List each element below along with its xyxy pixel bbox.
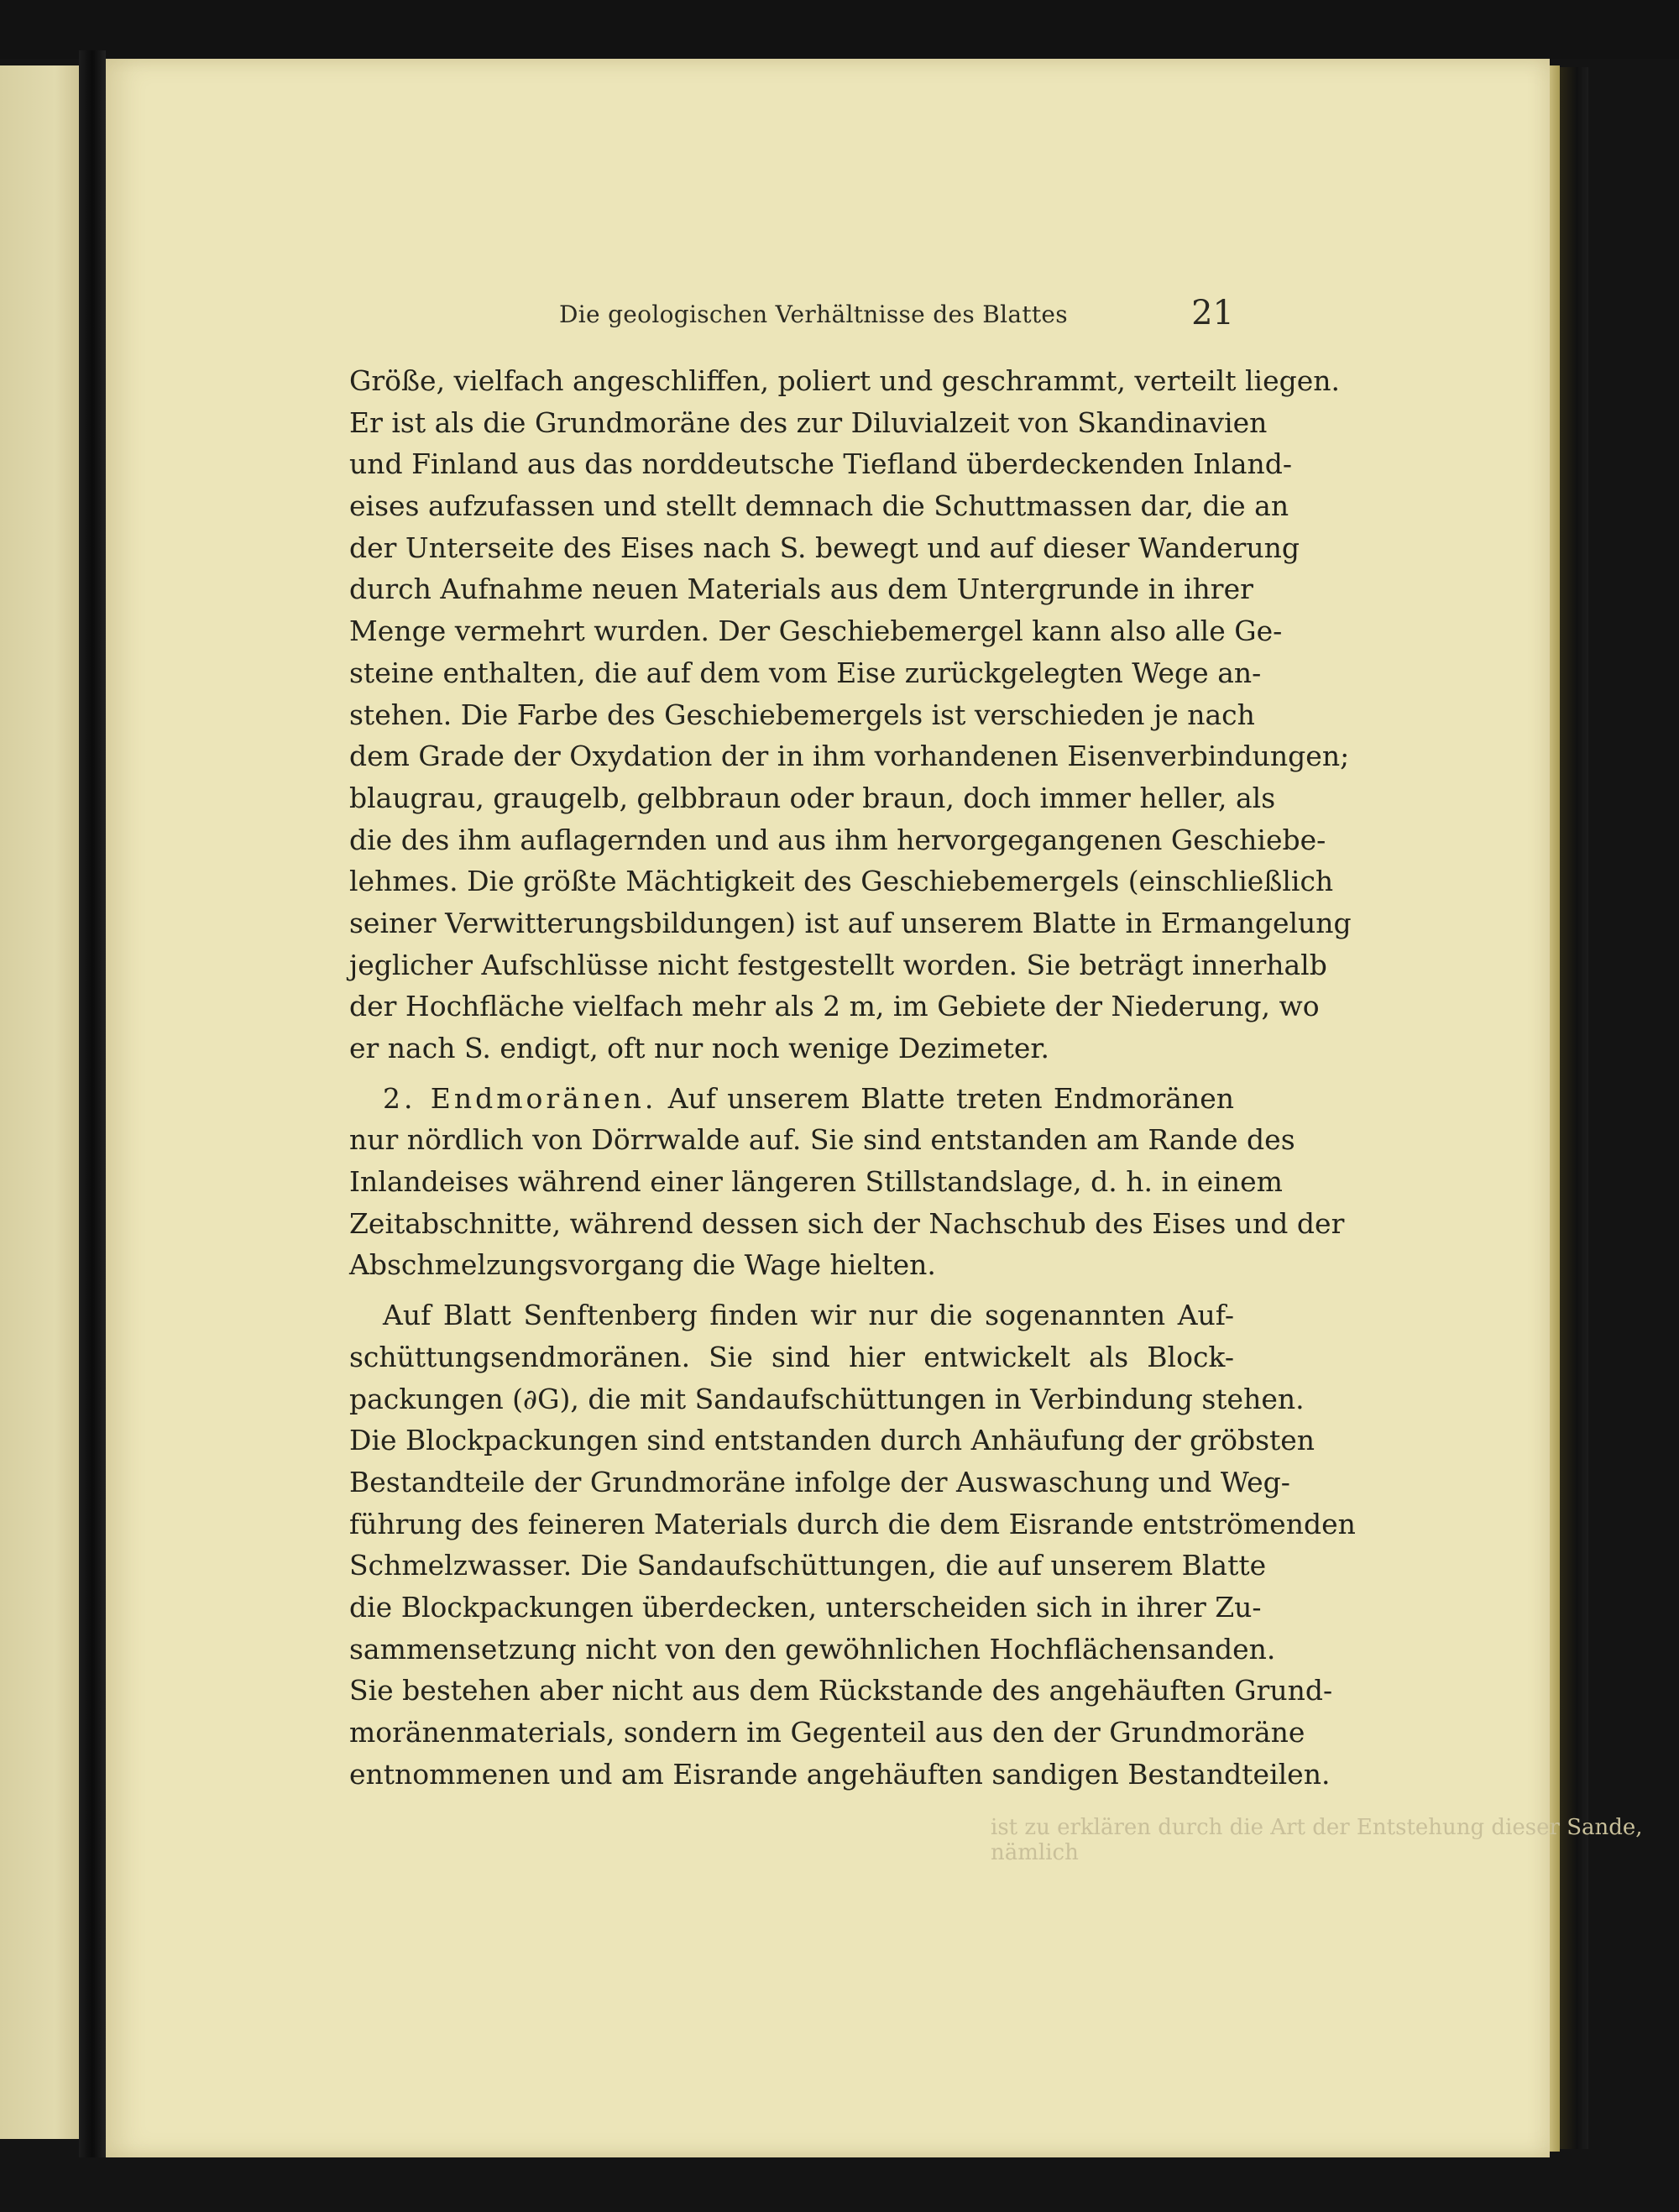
text-line: die Blockpackungen überdecken, unterscheiden sich in ihrer Zu- [349,1590,1262,1624]
text-span: Auf unserem Blatte treten Endmoränen [667,1081,1235,1115]
text-line: durch Aufnahme neuen Materials aus dem Untergrunde in ihrer [349,573,1253,606]
text-line: Sie bestehen aber nicht aus dem Rückstande des angehäuften Grund- [349,1674,1333,1707]
text-line: sammensetzung nicht von den gewöhnlichen Hochflächensanden. [349,1632,1276,1666]
text-line: führung des feineren Materials durch die dem Eisrande entströmenden [349,1507,1356,1540]
text-line: stehen. Die Farbe des Geschiebemergels ist verschieden je nach [349,698,1255,731]
text-line: Die Blockpackungen sind entstanden durch Anhäufung der gröbsten [349,1424,1315,1457]
show-through-text: ist zu erklären durch die Art der Entstehung dieser Sande, nämlich [991,1815,1643,1865]
text-line: entnommenen und am Eisrande angehäuften sandigen Bestandteilen. [349,1757,1331,1791]
text-line: Abschmelzungsvorgang die Wage hielten. [349,1248,936,1282]
paragraph-gap [349,1072,1234,1080]
text-line: Schmelzwasser. Die Sandaufschüttungen, die auf unserem Blatte [349,1549,1267,1582]
running-title: Die geologischen Verhältnisse des Blattes [559,301,1068,328]
text-line: Größe, vielfach angeschliffen, poliert und geschrammt, verteilt liegen. [349,364,1341,397]
scan-background-top [0,0,1679,59]
text-line: seiner Verwitterungsbildungen) ist auf unserem Blatte in Ermangelung [349,906,1352,939]
text-line: steine enthalten, die auf dem vom Eise zurückgelegten Wege an- [349,656,1262,689]
text-line: Er ist als die Grundmoräne des zur Diluvialzeit von Skandinavien [349,405,1268,439]
text-line: Inlandeises während einer längeren Stillstandslage, d. h. in einem [349,1165,1283,1199]
facing-page-edge [0,65,79,2139]
text-line: der Unterseite des Eises nach S. bewegt und auf dieser Wanderung [349,531,1300,564]
text-line: lehmes. Die größte Mächtigkeit des Geschiebemergels (einschließlich [349,865,1334,898]
paragraph-gap [349,1289,1234,1297]
text-line: schüttungsendmoränen. Sie sind hier entwickelt als Block- [349,1340,1234,1373]
text-line: Menge vermehrt wurden. Der Geschiebemergel kann also alle Ge- [349,614,1283,648]
text-line: Auf Blatt Senftenberg finden wir nur die sogenannten Auf- [383,1299,1234,1332]
text-line: nur nördlich von Dörrwalde auf. Sie sind entstanden am Rande des [349,1123,1295,1157]
text-line [349,1080,1234,1122]
running-header [349,294,1234,344]
text-line: blaugrau, graugelb, gelbbraun oder braun, doch immer heller, als [349,781,1276,814]
text-line: dem Grade der Oxydation der in ihm vorhandenen Eisenverbindungen; [349,740,1350,773]
text-line: die des ihm auflagernden und aus ihm hervorgegangenen Geschiebe- [349,823,1326,856]
text-line: er nach S. endigt, oft nur noch wenige Dezimeter. [349,1032,1050,1064]
text-line: packungen (∂G), die mit Sandaufschüttungen in Verbindung stehen. [349,1382,1305,1415]
book-gutter [79,50,106,2157]
text-line: eises aufzufassen und stellt demnach die Schuttmassen dar, die an [349,489,1289,523]
page-number: 21 [1191,294,1234,332]
text-line: der Hochfläche vielfach mehr als 2 m, im Gebiete der Niederung, wo [349,990,1320,1023]
section-heading: 2. Endmoränen. [383,1081,657,1115]
text-line: und Finland aus das norddeutsche Tiefland überdeckenden Inland- [349,447,1293,481]
page-body [349,363,1356,1797]
text-line: Zeitabschnitte, während dessen sich der Nachschub des Eises und der [349,1206,1345,1240]
text-line: moränenmaterials, sondern im Gegenteil aus den der Grundmoräne [349,1716,1305,1749]
text-line: Bestandteile der Grundmoräne infolge der Auswaschung und Weg- [349,1465,1290,1498]
text-line: jeglicher Aufschlüsse nicht festgestellt worden. Sie beträgt innerhalb [349,948,1327,981]
